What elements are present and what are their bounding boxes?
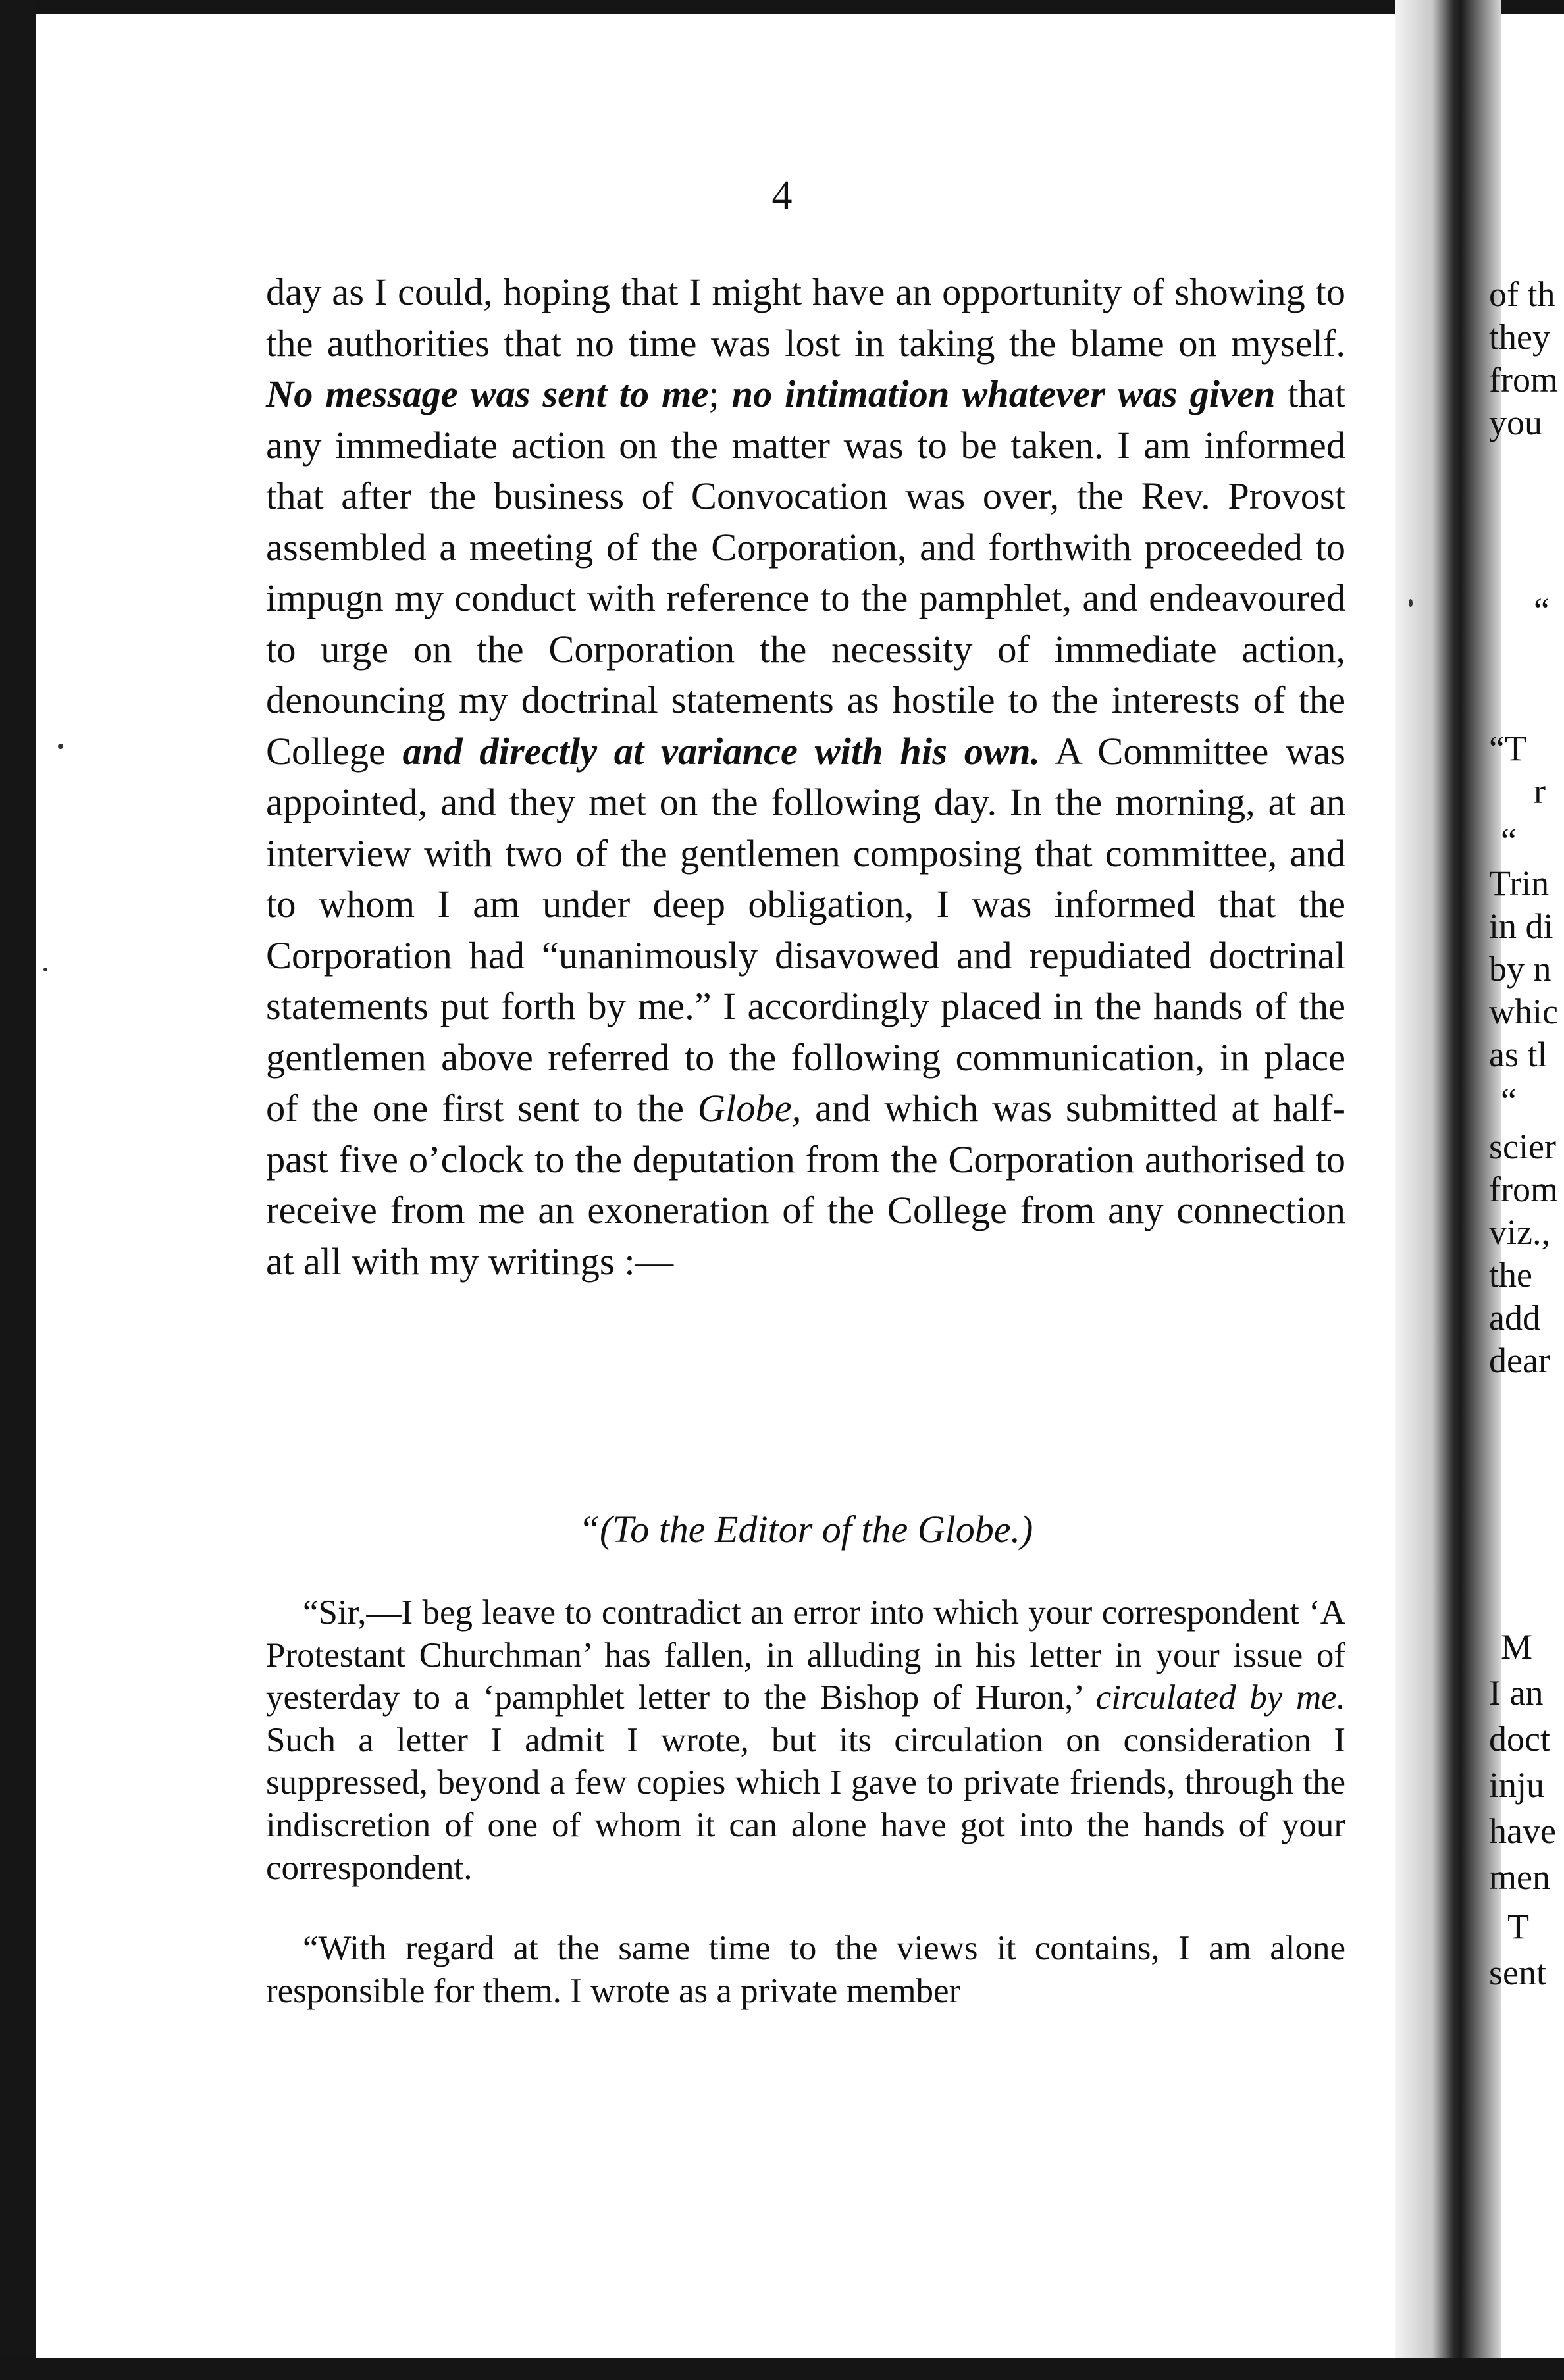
scan-border-bottom: [0, 2358, 1564, 2380]
facing-page-text: “: [1501, 1081, 1517, 1120]
facing-page-text: r: [1534, 771, 1546, 811]
scan-speck: [58, 744, 63, 749]
book-gutter: [1395, 0, 1501, 2380]
body-paragraph: day as I could, hoping that I might have an opportunity of showing to the authorities that no time was lost in taking the blame on myself. No message was sent to me; no intimation whatever was given that any immediate action on the matter was to be taken. I am informed that after the business of Convocation was over, the Rev. Provost assembled a meeting of the Corporation, and forthwith proceeded to impugn my conduct with reference to the pamphlet, and endeavoured to urge on the Corporation the necessity of immediate action, denouncing my doctrinal statements as hostile to the interests of the College and directly at variance with his own. A Committee was appointed, and they met on the following day. In the morning, at an interview with two of the gentlemen composing that committee, and to whom I am under deep obligation, I was informed that the Corporation had “unanimously disavowed and repudiated doctrinal statements put forth by me.” I accordingly placed in the hands of the gentlemen above referred to the following communication, in place of the one first sent to the Globe, and which was submitted at half-past five o’clock to the deputation from the Corporation authorised to receive from me an exoneration of the College from any connection at all with my writings :—: [266, 271, 1346, 1283]
scan-border-left: [0, 0, 36, 2380]
scan-speck: [43, 968, 47, 971]
scan-border-top: [0, 0, 1564, 14]
facing-page-text: viz.,: [1489, 1212, 1550, 1252]
facing-page-text: Trin: [1489, 864, 1550, 903]
facing-page-text: “T: [1489, 729, 1526, 768]
page-number: 4: [771, 173, 793, 218]
quoted-letter-paragraph: “Sir,—I beg leave to contradict an error into which your correspondent ‘A Protestant Churchman’ has fallen, in alluding in his letter in your issue of yesterday to a ‘pamphlet letter to the Bishop of Huron,’ circulated by me. Such a letter I admit I wrote, but its circulation on consideration I suppressed, beyond a few copies which I gave to private friends, through the indiscretion of one of whom it can alone have got into the hands of your correspondent.: [266, 1593, 1346, 1887]
facing-page-text: by n: [1489, 949, 1551, 989]
facing-page-text: sent: [1489, 1953, 1546, 1992]
facing-page-text: “: [1534, 590, 1550, 630]
quoted-letter-paragraph: “With regard at the same time to the views it contains, I am alone responsible for them. I wrote as a private member: [266, 1929, 1345, 2010]
facing-page-text: in di: [1489, 906, 1553, 946]
facing-page-text: T: [1507, 1907, 1529, 1946]
facing-page-text: the: [1489, 1255, 1532, 1295]
facing-page-text: from: [1489, 1170, 1558, 1209]
facing-page-text: whic: [1489, 992, 1558, 1031]
facing-page-text: “: [1501, 821, 1517, 860]
facing-page-text: M: [1501, 1627, 1533, 1667]
facing-page-text: men: [1489, 1857, 1550, 1897]
facing-page-text: doct: [1489, 1719, 1550, 1759]
facing-page-text: have: [1489, 1811, 1556, 1851]
facing-page-text: as tl: [1489, 1035, 1548, 1074]
facing-page-text: they: [1489, 317, 1550, 357]
facing-page-text: you: [1489, 403, 1542, 442]
scan-speck: [1409, 599, 1413, 607]
facing-page-text: I an: [1489, 1673, 1544, 1713]
facing-page-text: scier: [1489, 1127, 1556, 1166]
quote-heading: “(To the Editor of the Globe.): [578, 1508, 1033, 1551]
facing-page-text: add: [1489, 1298, 1540, 1337]
facing-page-text: inju: [1489, 1765, 1545, 1805]
facing-page-text: dear: [1489, 1341, 1550, 1380]
facing-page-text: from: [1489, 360, 1558, 400]
facing-page-text: of th: [1489, 274, 1555, 314]
